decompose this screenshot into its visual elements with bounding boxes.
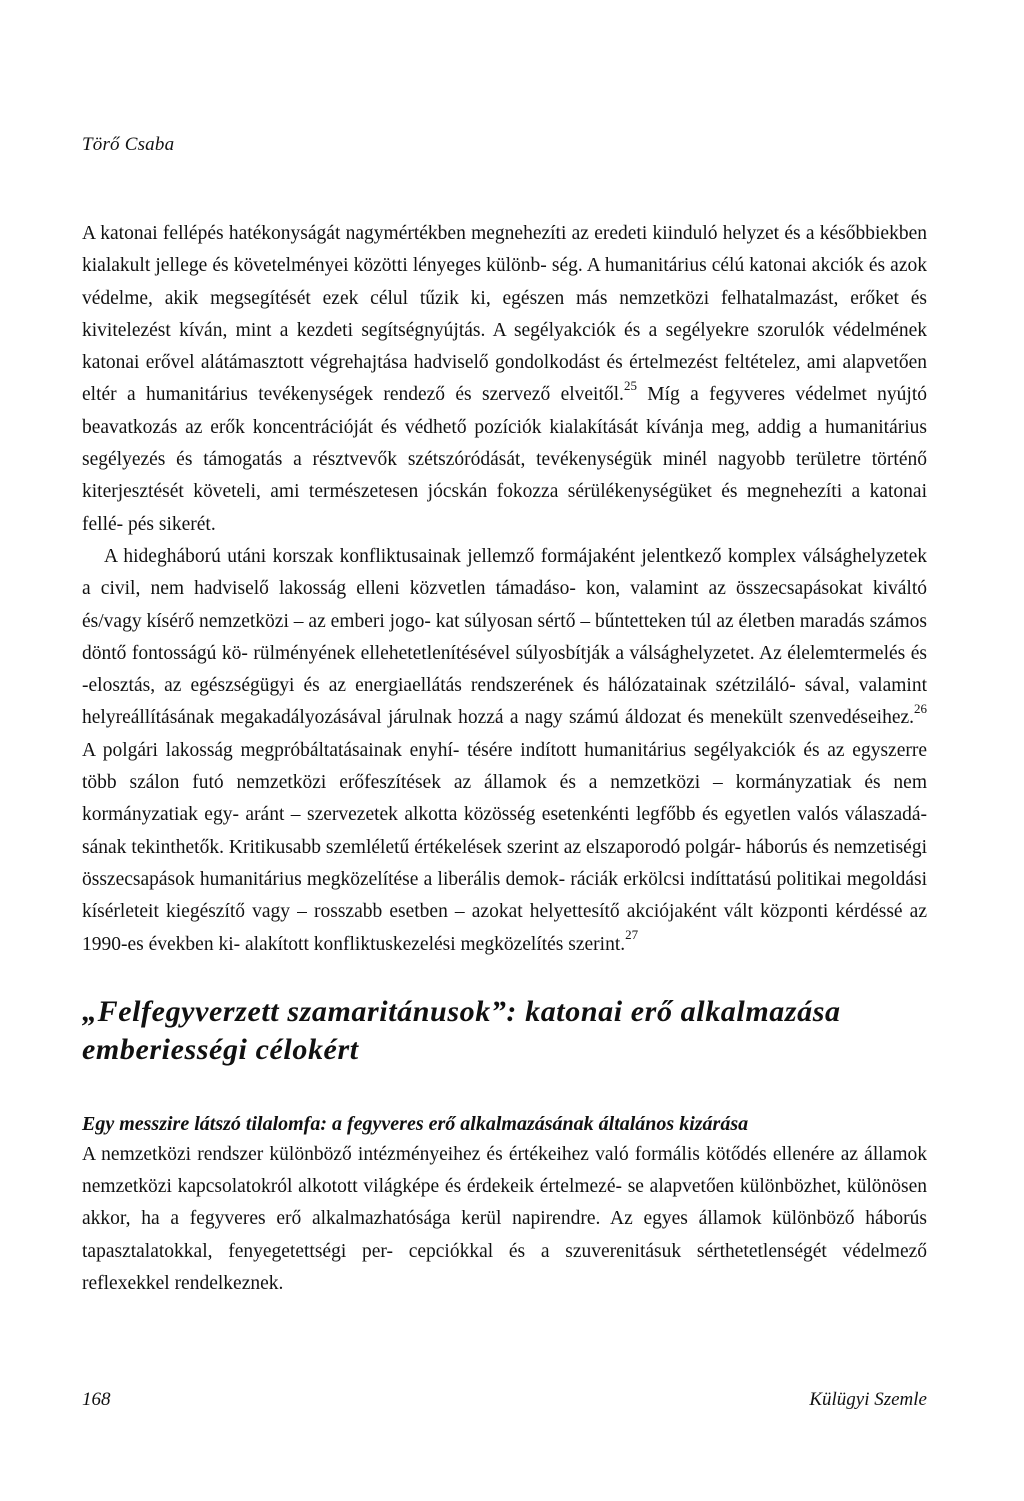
- paragraph-2-text-b: A polgári lakosság megpróbáltatásainak enyhí- tésére indított humanitárius segélyakciók és az egyszerre több szálon futó nemzetközi erőfeszítések az államok és a nemzetközi – kormányzatiak és nem kormányzatiak egy- aránt – szervezetek alkotta közösség esetenkénti legfőbb és egyetlen valós válaszadá- sának tekinthetők. Kritikusabb szemléletű értékelések szerint az elszaporodó polgár- háborús és nemzetiségi összecsapások humanitárius megközelítése a liberális demok- ráciák erkölcsi indíttatású politikai megoldási kísérleteit kiegészítő vagy – rosszabb esetben – azokat helyettesítő akciójaként vált központi kérdéssé az 1990-es években ki- alakított konfliktuskezelési megközelítés szerint.: [82, 739, 927, 955]
- journal-name: Külügyi Szemle: [809, 1389, 927, 1410]
- article-body: [82, 218, 927, 1300]
- paragraph-2: [82, 541, 927, 961]
- paragraph-2-text-a: A hidegháború utáni korszak konfliktusainak jellemző formájaként jelentkező komplex válsághelyzetek a civil, nem hadviselő lakosság elleni közvetlen támadáso- kon, valamint az összecsapásokat kiváltó és/vagy kísérő nemzetközi – az emberi jogo- kat súlyosan sértő – bűntetteken túl az életben maradás számos döntő fontosságú kö- rülményének ellehetetlenítésével súlyosbítják a válsághelyzetet. Az élelemtermelés és -elosztás, az egészségügyi és az energiaellátás rendszerének és hálózatainak szétziláló- sával, valamint helyreállításának megakadályozásával járulnak hozzá a nagy számú áldozat és menekült szenvedéseihez.: [82, 545, 927, 729]
- section-heading: „Felfegyverzett szamaritánusok”: katonai erő alkalmazása emberiességi célokért: [82, 994, 841, 1066]
- page-number: 168: [82, 1389, 111, 1410]
- paragraph-1-text-b: Míg a fegyveres védelmet nyújtó beavatkozás az erők koncentrációját és védhető pozíciók kialakítását kívánja meg, addig a humanitárius segélyezés és támogatás a résztvevők szétszóródását, tevékenységük minél nagyobb területre történő kiterjesztését követeli, ami természetesen jócskán fokozza sérülékenységüket és megnehezíti a katonai fellé- pés sikerét.: [82, 384, 927, 535]
- footnote-ref-26[interactable]: 26: [914, 700, 927, 716]
- footnote-ref-27[interactable]: 27: [625, 927, 639, 943]
- paragraph-3: A nemzetközi rendszer különböző intézményeihez és értékeihez való formális kötődés ellenére az államok nemzetközi kapcsolatokról alkotott világképe és érdekeik értelmezé- se alapvetően különbözhet, különösen akkor, ha a fegyveres erő alkalmazhatósága kerül napirendre. Az egyes államok különböző háborús tapasztalatokkal, fenyegetettségi per- cepciókkal és a szuverenitásuk sérthetetlenségét védelmező reflexekkel rendelkeznek.: [82, 1143, 927, 1295]
- paragraph-1-text-a: A katonai fellépés hatékonyságát nagymértékben megnehezíti az eredeti kiinduló helyzet és a későbbiekben kialakult jellege és követelményei közötti lényeges különb- ség. A humanitárius célú katonai akciók és azok védelme, akik megsegítését ezek célul tűzik ki, egészen más nemzetközi felhatalmazást, erőket és kivitelezést kíván, mint a kezdeti segítségnyújtás. A segélyakciók és a segélyekre szorulók védelmének katonai erővel alátámasztott végrehajtása hadviselő gondolkodást és értelmezést feltételez, ami alapvetően eltér a humanitárius tevékenységek rendező és szervező elveitől.: [82, 223, 927, 406]
- paragraph-1: [82, 218, 927, 541]
- sub-heading: Egy messzire látszó tilalomfa: a fegyveres erő alkalmazásának általános kizárása: [82, 1112, 749, 1135]
- running-head: Törő Csaba: [82, 134, 175, 155]
- footnote-ref-25[interactable]: 25: [623, 377, 637, 393]
